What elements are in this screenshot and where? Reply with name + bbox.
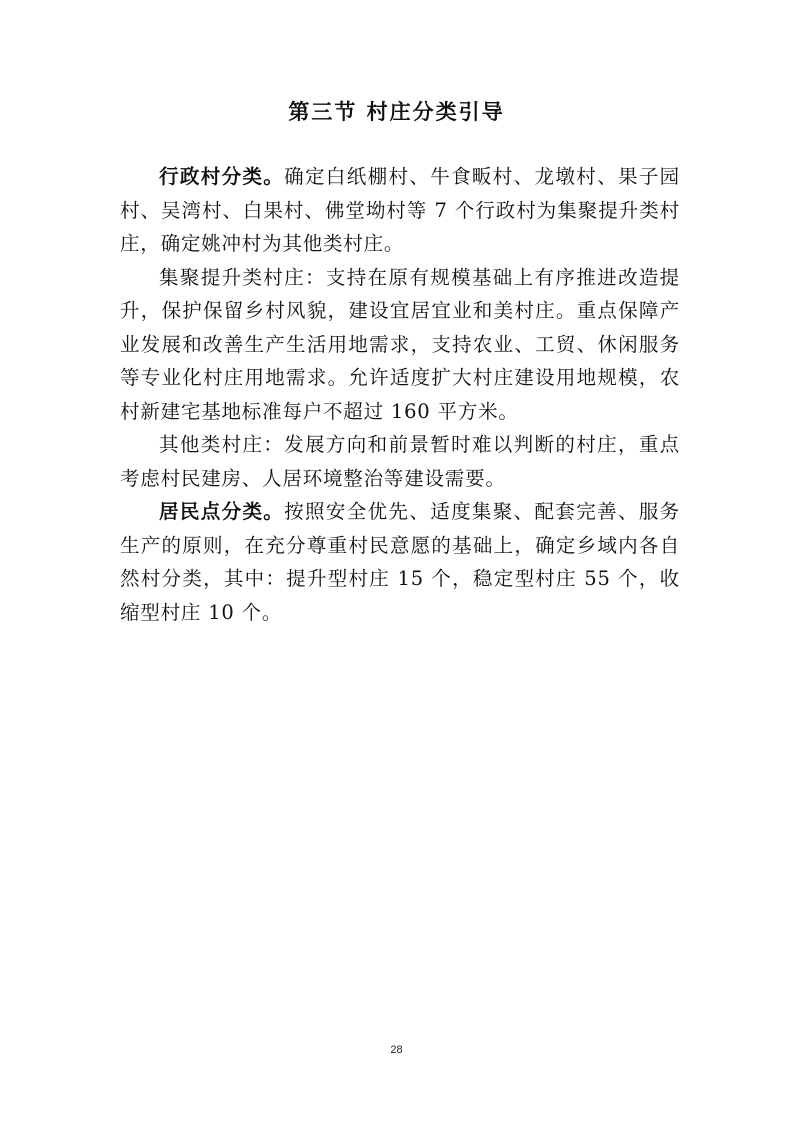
paragraph-settlement-classification (120, 495, 680, 629)
paragraph-text: 其他类村庄：发展方向和前景暂时难以判断的村庄，重点考虑村民建房、人居环境整治等建设需要。 (120, 433, 680, 490)
paragraph-agglomeration-upgrade-villages (120, 261, 680, 429)
paragraph-text: 确定白纸棚村、牛食畈村、龙墩村、果子园村、吴湾村、白果村、佛堂坳村等 7 个行政村为集聚提升类村庄，确定姚冲村为其他类村庄。 (120, 165, 680, 255)
page-number: 28 (390, 1044, 403, 1056)
paragraph-lead: 居民点分类。 (159, 500, 285, 523)
section-title: 第三节 村庄分类引导 (288, 100, 505, 124)
paragraph-lead: 行政村分类。 (159, 165, 285, 188)
paragraph-other-villages (120, 428, 680, 495)
paragraph-text: 集聚提升类村庄：支持在原有规模基础上有序推进改造提升，保护保留乡村风貌，建设宜居宜业和美村庄。重点保障产业发展和改善生产生活用地需求，支持农业、工贸、休闲服务等专业化村庄用地需求。允许适度扩大村庄建设用地规模，农村新建宅基地标准每户不超过 160 平方米。 (120, 265, 680, 423)
document-body (120, 160, 680, 629)
paragraph-text: 按照安全优先、适度集聚、配套完善、服务生产的原则，在充分尊重村民意愿的基础上，确定乡域内各自然村分类，其中：提升型村庄 15 个，稳定型村庄 55 个，收缩型村庄 10 个。 (120, 500, 680, 624)
paragraph-administrative-village-classification (120, 160, 680, 261)
